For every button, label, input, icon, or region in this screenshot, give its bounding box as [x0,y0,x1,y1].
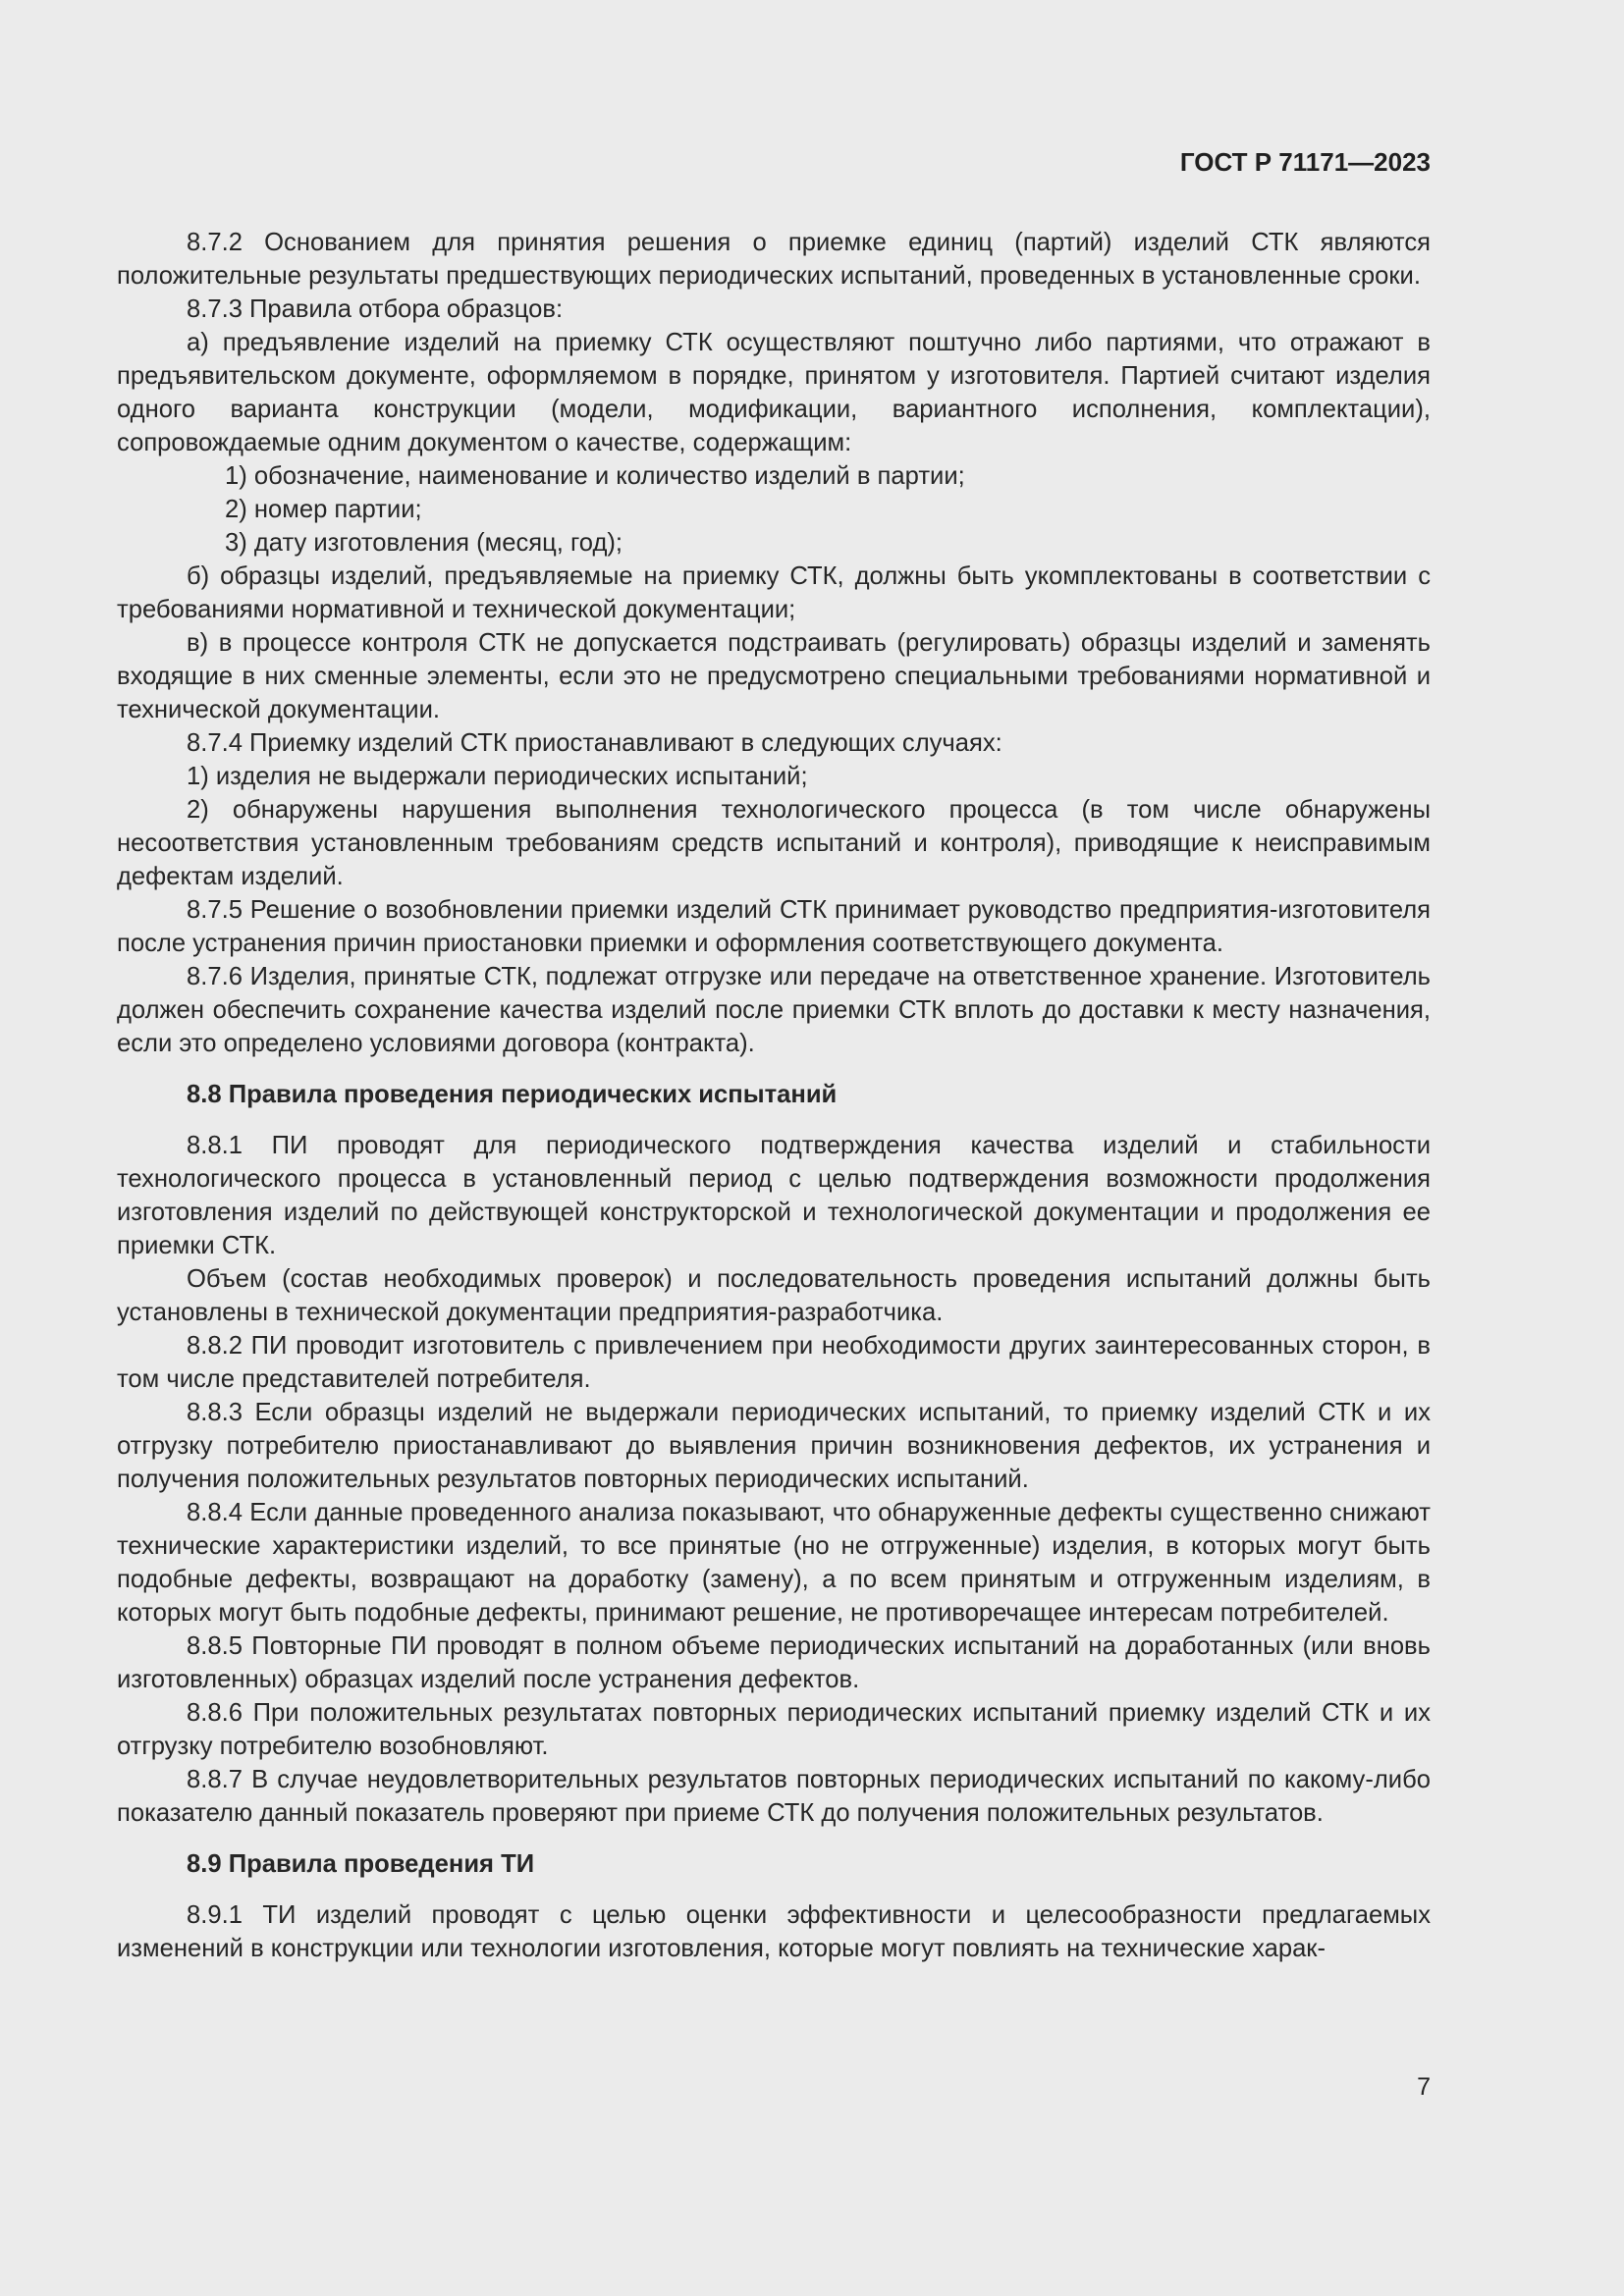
sublist-item-1: 1) обозначение, наименование и количество изделий в партии; [225,462,965,490]
sublist-item-3: 3) дату изготовления (месяц, год); [225,529,623,557]
paragraph-8-8-6: 8.8.6 При положительных результатах повторных периодических испытаний приемку изделий СТК и их отгрузку потребителю возобновляют. [117,1699,1431,1760]
paragraph-8-7-2: 8.7.2 Основанием для принятия решения о приемке единиц (партий) изделий СТК являются положительные результаты предшествующих периодических испытаний, проведенных в установленные сроки. [117,229,1431,290]
list-item-2: 2) обнаружены нарушения выполнения технологического процесса (в том числе обнаружены несоответствия установленным требованиям средств испытаний и контроля), приводящие к неисправимым дефектам изделий. [117,796,1431,890]
section-heading-8-9: 8.9 Правила проведения ТИ [187,1850,535,1878]
paragraph-8-7-4: 8.7.4 Приемку изделий СТК приостанавливают в следующих случаях: [187,729,1002,757]
page-number: 7 [1417,2073,1431,2101]
paragraph-8-8-3: 8.8.3 Если образцы изделий не выдержали периодических испытаний, то приемку изделий СТК и их отгрузку потребителю приостанавливают до выявления причин возникновения дефектов, их устранения и получения положительных результатов повторных периодических испытаний. [117,1399,1431,1493]
paragraph-8-7-6: 8.7.6 Изделия, принятые СТК, подлежат отгрузке или передаче на ответственное хранение. Изготовитель должен обеспечить сохранение качества изделий после приемки СТК вплоть до доставки к месту назначения, если это определено условиями договора (контракта). [117,963,1431,1057]
paragraph-8-7-3: 8.7.3 Правила отбора образцов: [187,295,564,323]
paragraph-8-8-4: 8.8.4 Если данные проведенного анализа показывают, что обнаруженные дефекты существенно снижают технические характеристики изделий, то все принятые (но не отгруженные) изделия, в которых могут быть подобные дефекты, возвращают на доработку (замену), а по всем принятым и отгруженным изделиям, в которых могут быть подобные дефекты, принимают решение, не противоречащее интересам потребителей. [117,1499,1431,1627]
paragraph-scope: Объем (состав необходимых проверок) и последовательность проведения испытаний должны быть установлены в технической документации предприятия-разработчика. [117,1265,1431,1326]
list-item-1: 1) изделия не выдержали периодических испытаний; [187,763,808,790]
sublist-item-2: 2) номер партии; [225,496,422,523]
list-item-b: б) образцы изделий, предъявляемые на приемку СТК, должны быть укомплектованы в соответствии с требованиями нормативной и технической документации; [117,562,1431,623]
paragraph-8-7-5: 8.7.5 Решение о возобновлении приемки изделий СТК принимает руководство предприятия-изготовителя после устранения причин приостановки приемки и оформления соответствующего документа. [117,896,1431,957]
section-heading-8-8: 8.8 Правила проведения периодических испытаний [187,1081,838,1108]
paragraph-8-8-7: 8.8.7 В случае неудовлетворительных результатов повторных периодических испытаний по какому-либо показателю данный показатель проверяют при приеме СТК до получения положительных результатов. [117,1766,1431,1827]
paragraph-8-9-1: 8.9.1 ТИ изделий проводят с целью оценки эффективности и целесообразности предлагаемых изменений в конструкции или технологии изготовления, которые могут повлиять на технические харак- [117,1901,1431,1962]
paragraph-8-8-5: 8.8.5 Повторные ПИ проводят в полном объеме периодических испытаний на доработанных (или вновь изготовленных) образцах изделий после устранения дефектов. [117,1632,1431,1693]
list-item-v: в) в процессе контроля СТК не допускается подстраивать (регулировать) образцы изделий и заменять входящие в них сменные элементы, если это не предусмотрено специальными требованиями нормативной и технической документации. [117,629,1431,723]
document-body [117,226,1431,1965]
paragraph-8-8-1: 8.8.1 ПИ проводят для периодического подтверждения качества изделий и стабильности технологического процесса в установленный период с целью подтверждения возможности продолжения изготовления изделий по действующей конструкторской и технологической документации и продолжения ее приемки СТК. [117,1132,1431,1259]
document-code-header: ГОСТ Р 71171—2023 [1179,147,1431,177]
paragraph-8-8-2: 8.8.2 ПИ проводит изготовитель с привлечением при необходимости других заинтересованных сторон, в том числе представителей потребителя. [117,1332,1431,1393]
list-item-a: а) предъявление изделий на приемку СТК осуществляют поштучно либо партиями, что отражают в предъявительском документе, оформляемом в порядке, принятом у изготовителя. Партией считают изделия одного варианта конструкции (модели, модификации, вариантного исполнения, комплектации), сопровождаемые одним документом о качестве, содержащим: [117,329,1431,456]
